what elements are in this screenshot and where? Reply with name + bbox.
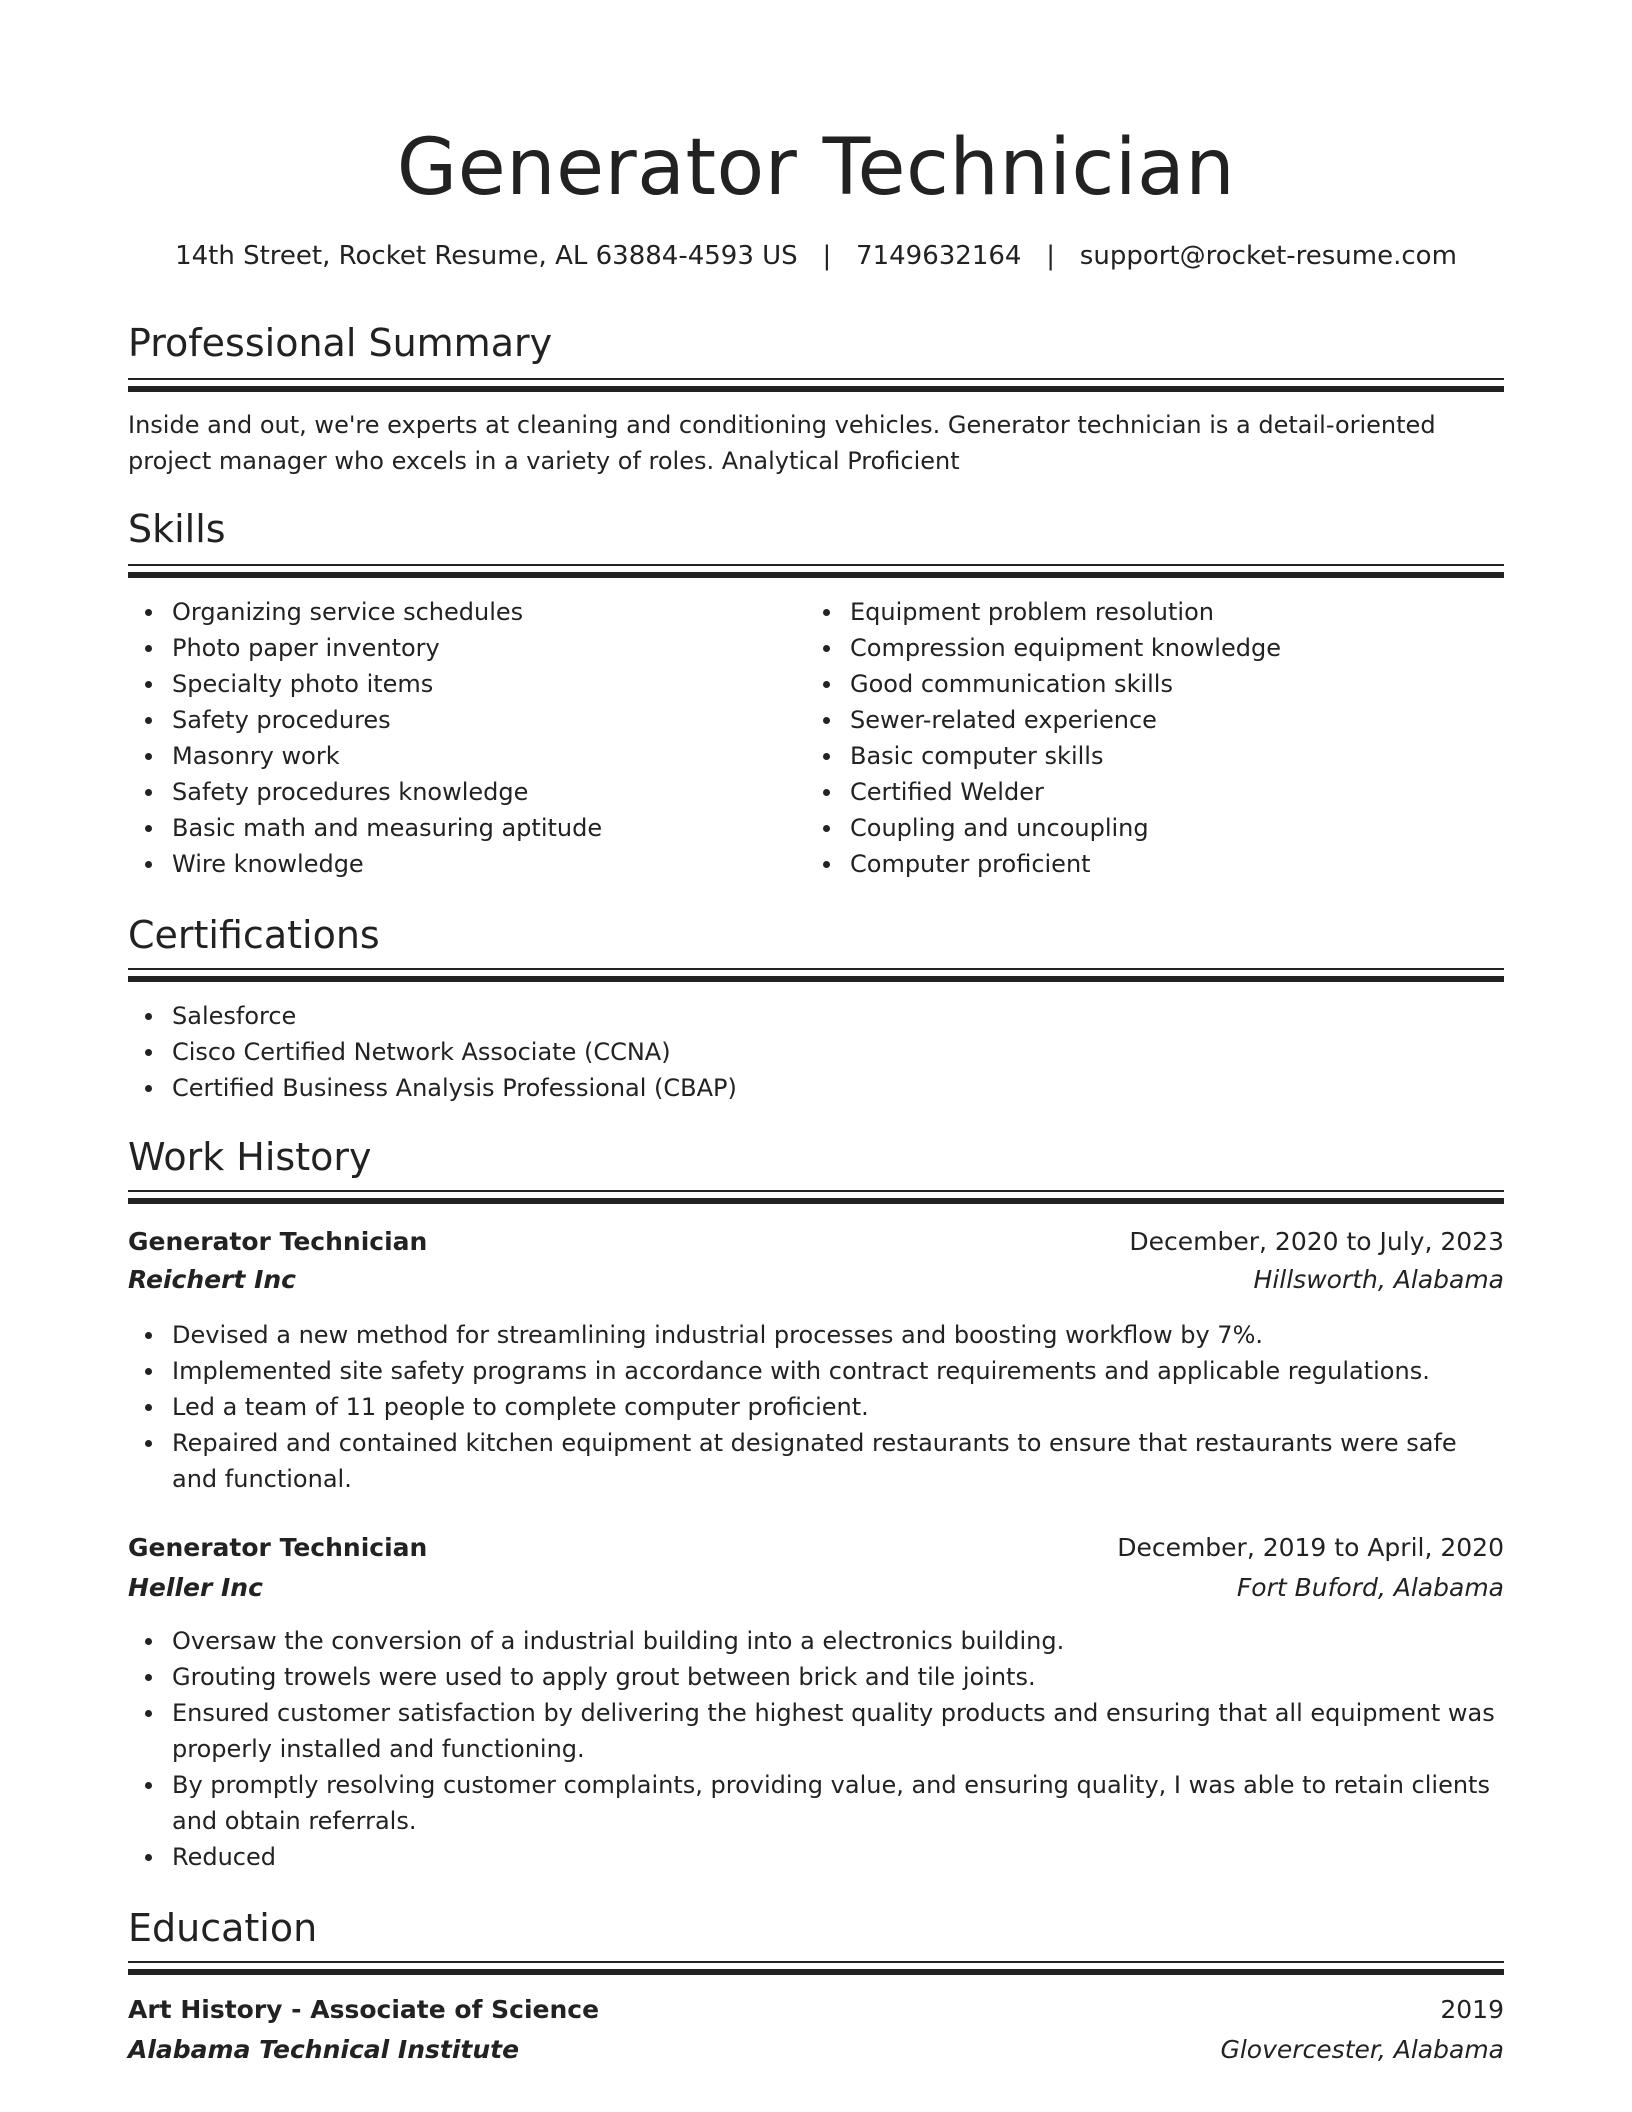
job-bullet: Devised a new method for streamlining industrial processes and boosting workflow by 7%. [172, 1317, 1504, 1353]
education-subheader [128, 2030, 1504, 2070]
section-title-education: Education [128, 1906, 318, 1950]
skill-item: Coupling and uncoupling [850, 810, 1500, 846]
job-bullet: Led a team of 11 people to complete computer proficient. [172, 1389, 1504, 1425]
certification-item: Salesforce [172, 998, 1504, 1034]
skill-item: Good communication skills [850, 666, 1500, 702]
skill-item: Organizing service schedules [172, 594, 792, 630]
section-divider [128, 1961, 1504, 1975]
job-title: Generator Technician [128, 1227, 428, 1256]
certifications-list [128, 998, 1504, 1106]
job-location: Fort Buford, Alabama [1236, 1573, 1504, 1602]
summary-text: Inside and out, we're experts at cleaning and conditioning vehicles. Generator technician is a detail-oriented project manager who excels in a variety of roles. Analytical Proficient [128, 411, 1436, 475]
skill-item: Basic computer skills [850, 738, 1500, 774]
skill-item: Equipment problem resolution [850, 594, 1500, 630]
certification-item: Certified Business Analysis Professional (CBAP) [172, 1070, 1504, 1106]
job-bullets [128, 1623, 1532, 1875]
skill-item: Masonry work [172, 738, 792, 774]
job-bullet: Implemented site safety programs in accordance with contract requirements and applicable regulations. [172, 1353, 1504, 1389]
skill-item: Safety procedures [172, 702, 792, 738]
job-location: Hillsworth, Alabama [1253, 1265, 1504, 1294]
skill-item: Certified Welder [850, 774, 1500, 810]
job-bullet: Ensured customer satisfaction by delivering the highest quality products and ensuring that all equipment was properly installed and functioning. [172, 1695, 1532, 1767]
education-school: Alabama Technical Institute [128, 2035, 520, 2064]
job-dates: December, 2019 to April, 2020 [1117, 1533, 1504, 1562]
education-location: Glovercester, Alabama [1220, 2035, 1504, 2064]
education-header [128, 1990, 1504, 2030]
job-bullet: Repaired and contained kitchen equipment at designated restaurants to ensure that restaurants were safe and functional. [172, 1425, 1504, 1497]
job-company: Reichert Inc [128, 1265, 297, 1294]
job-header [128, 1528, 1504, 1568]
skill-item: Specialty photo items [172, 666, 792, 702]
job-bullet: Grouting trowels were used to apply grout between brick and tile joints. [172, 1659, 1532, 1695]
skill-item: Wire knowledge [172, 846, 792, 882]
contact-line: 14th Street, Rocket Resume, AL 63884-4593 US | 7149632164 | support@rocket-resume.com [175, 241, 1457, 271]
job-title: Generator Technician [128, 1533, 428, 1562]
certification-item: Cisco Certified Network Associate (CCNA) [172, 1034, 1504, 1070]
job-bullet: By promptly resolving customer complaints, providing value, and ensuring quality, I was able to retain clients and obtain referrals. [172, 1767, 1532, 1839]
job-subheader [128, 1260, 1504, 1300]
job-bullets [128, 1317, 1504, 1497]
job-header [128, 1222, 1504, 1262]
section-title-summary: Professional Summary [128, 321, 553, 365]
skill-item: Computer proficient [850, 846, 1500, 882]
skill-item: Compression equipment knowledge [850, 630, 1500, 666]
section-divider [128, 378, 1504, 392]
section-title-skills: Skills [128, 507, 226, 551]
job-bullet: Oversaw the conversion of a industrial building into a electronics building. [172, 1623, 1532, 1659]
skill-item: Photo paper inventory [172, 630, 792, 666]
resume-name: Generator Technician [396, 123, 1236, 213]
education-degree: Art History - Associate of Science [128, 1995, 600, 2024]
job-bullet: Reduced [172, 1839, 1532, 1875]
section-divider [128, 1190, 1504, 1204]
job-subheader [128, 1568, 1504, 1608]
education-year: 2019 [1440, 1995, 1504, 2024]
skill-item: Safety procedures knowledge [172, 774, 792, 810]
section-divider [128, 564, 1504, 578]
skills-list-right [806, 594, 1500, 882]
skill-item: Basic math and measuring aptitude [172, 810, 792, 846]
job-dates: December, 2020 to July, 2023 [1129, 1227, 1504, 1256]
section-title-work-history: Work History [128, 1135, 372, 1179]
job-company: Heller Inc [128, 1573, 263, 1602]
section-divider [128, 968, 1504, 982]
skill-item: Sewer-related experience [850, 702, 1500, 738]
section-title-certifications: Certifications [128, 913, 380, 957]
skills-list-left [128, 594, 792, 882]
